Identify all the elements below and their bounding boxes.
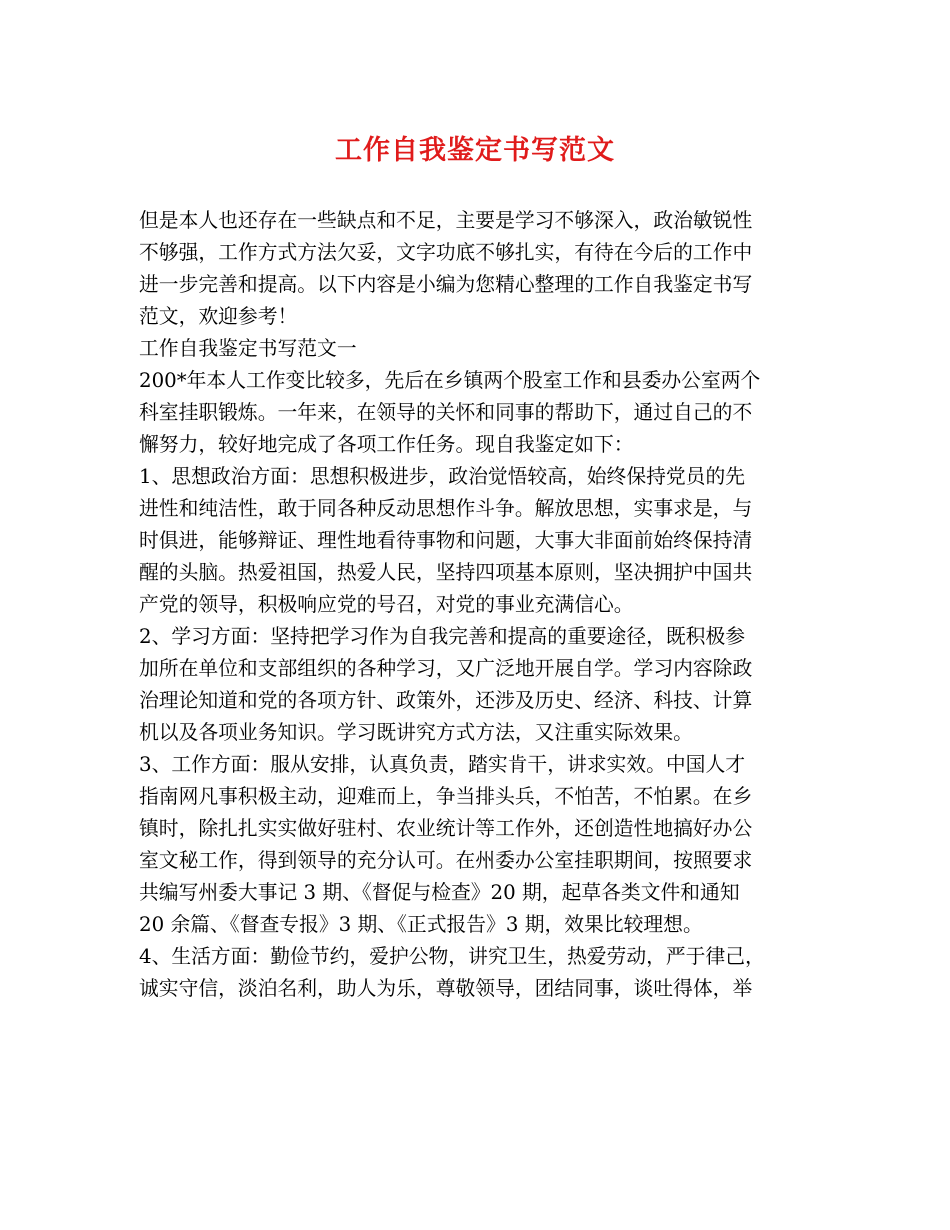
body-line: 进一步完善和提高。以下内容是小编为您精心整理的工作自我鉴定书写 [139, 273, 753, 296]
body-line: 治理论知道和党的各项方针、政策外，还涉及历史、经济、科技、计算 [139, 689, 753, 712]
body-line: 3、工作方面：服从安排，认真负责，踏实肯干，讲求实效。中国人才 [139, 753, 746, 776]
body-line: 诚实守信，淡泊名利，助人为乐，尊敬领导，团结同事，谈吐得体，举 [139, 977, 753, 1000]
body-line: 1、思想政治方面：思想积极进步，政治觉悟较高，始终保持党员的先 [139, 465, 746, 488]
body-line: 机以及各项业务知识。学习既讲究方式方法，又注重实际效果。 [139, 721, 693, 744]
body-line: 20 余篇、《督查专报》3 期、《正式报告》3 期，效果比较理想。 [139, 913, 703, 936]
document-title: 工作自我鉴定书写范文 [335, 135, 615, 166]
body-line: 200*年本人工作变比较多，先后在乡镇两个股室工作和县委办公室两个 [139, 369, 761, 392]
body-line: 醒的头脑。热爱祖国，热爱人民，坚持四项基本原则，坚决拥护中国共 [139, 561, 753, 584]
body-line: 指南网凡事积极主动，迎难而上，争当排头兵，不怕苦，不怕累。在乡 [139, 785, 753, 808]
body-line: 时俱进，能够辩证、理性地看待事物和问题，大事大非面前始终保持清 [139, 529, 753, 552]
body-line: 加所在单位和支部组织的各种学习，又广泛地开展自学。学习内容除政 [139, 657, 753, 680]
body-line: 共编写州委大事记 3 期、《督促与检查》20 期，起草各类文件和通知 [139, 881, 740, 904]
section-heading: 工作自我鉴定书写范文一 [139, 337, 357, 360]
body-line: 室文秘工作，得到领导的充分认可。在州委办公室挂职期间，按照要求 [139, 849, 753, 872]
body-line: 但是本人也还存在一些缺点和不足，主要是学习不够深入，政治敏锐性 [139, 209, 753, 232]
body-line: 科室挂职锻炼。一年来，在领导的关怀和同事的帮助下，通过自己的不 [139, 401, 753, 424]
body-line: 镇时，除扎扎实实做好驻村、农业统计等工作外，还创造性地搞好办公 [139, 817, 753, 840]
document-body [139, 205, 819, 1005]
body-line: 不够强，工作方式方法欠妥，文字功底不够扎实，有待在今后的工作中 [139, 241, 753, 264]
body-line: 2、学习方面：坚持把学习作为自我完善和提高的重要途径，既积极参 [139, 625, 746, 648]
body-line: 4、生活方面：勤俭节约，爱护公物，讲究卫生，热爱劳动，严于律己， [139, 945, 765, 968]
body-line: 进性和纯洁性，敢于同各种反动思想作斗争。解放思想，实事求是，与 [139, 497, 753, 520]
body-line: 产党的领导，积极响应党的号召，对党的事业充满信心。 [139, 593, 634, 616]
body-line: 范文，欢迎参考！ [139, 305, 298, 328]
body-line: 懈努力，较好地完成了各项工作任务。现自我鉴定如下： [139, 433, 634, 456]
